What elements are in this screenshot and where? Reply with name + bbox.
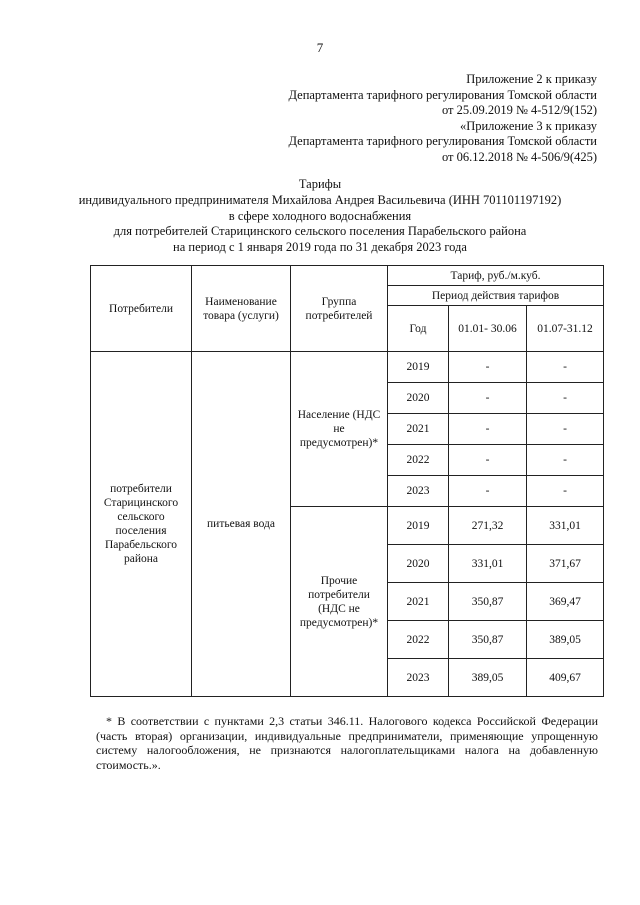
col-header-product: Наименование товара (услуги) xyxy=(192,266,291,352)
title-line: на период с 1 января 2019 года по 31 декабря 2023 года xyxy=(173,240,467,255)
tariff-cell: - xyxy=(449,445,527,476)
year-cell: 2019 xyxy=(388,507,449,545)
year-cell: 2022 xyxy=(388,621,449,659)
tariff-cell: - xyxy=(449,476,527,507)
tariff-cell: 331,01 xyxy=(449,545,527,583)
year-cell: 2022 xyxy=(388,445,449,476)
tariff-table xyxy=(90,265,604,697)
col-header-first-half: 01.01- 30.06 xyxy=(449,306,527,352)
title-line: индивидуального предпринимателя Михайлова Андрея Васильевича (ИНН 701101197192) xyxy=(78,192,562,207)
document-title xyxy=(40,177,600,256)
header-line: от 25.09.2019 № 4-512/9(152) xyxy=(441,103,597,118)
tariff-cell: - xyxy=(449,414,527,445)
col-header-year: Год xyxy=(388,306,449,352)
col-header-period: Период действия тарифов xyxy=(388,286,604,306)
header-line: от 06.12.2018 № 4-506/9(425) xyxy=(441,149,597,164)
tariff-cell: 271,32 xyxy=(449,507,527,545)
tariff-cell: - xyxy=(527,383,604,414)
year-cell: 2019 xyxy=(388,352,449,383)
year-cell: 2023 xyxy=(388,659,449,697)
tariff-cell: - xyxy=(449,383,527,414)
title-line: Тарифы xyxy=(298,177,342,191)
year-cell: 2020 xyxy=(388,383,449,414)
year-cell: 2021 xyxy=(388,414,449,445)
year-cell: 2020 xyxy=(388,545,449,583)
year-cell: 2021 xyxy=(388,583,449,621)
tariff-cell: - xyxy=(527,476,604,507)
year-cell: 2023 xyxy=(388,476,449,507)
tariff-cell: - xyxy=(527,352,604,383)
tariff-cell: - xyxy=(527,445,604,476)
col-header-second-half: 01.07-31.12 xyxy=(527,306,604,352)
tariff-cell: 369,47 xyxy=(527,583,604,621)
page-number: 7 xyxy=(316,40,324,55)
header-line: Департамента тарифного регулирования Томской области xyxy=(288,134,597,149)
order-header xyxy=(288,72,597,166)
consumer-cell: потребители Старицинского сельского поселения Парабельского района xyxy=(91,352,192,697)
header-line: «Приложение 3 к приказу xyxy=(459,118,597,133)
header-line: Приложение 2 к приказу xyxy=(466,72,597,86)
title-line: для потребителей Старицинского сельского поселения Парабельского района xyxy=(113,224,527,239)
col-header-tariff: Тариф, руб./м.куб. xyxy=(388,266,604,286)
title-line: в сфере холодного водоснабжения xyxy=(228,208,412,223)
col-header-group: Группа потребителей xyxy=(291,266,388,352)
tariff-cell: - xyxy=(527,414,604,445)
group-cell: Население (НДС не предусмотрен)* xyxy=(291,352,388,507)
tariff-cell: 389,05 xyxy=(449,659,527,697)
tariff-cell: 409,67 xyxy=(527,659,604,697)
tariff-cell: 371,67 xyxy=(527,545,604,583)
tariff-cell: 350,87 xyxy=(449,583,527,621)
header-line: Департамента тарифного регулирования Томской области xyxy=(288,87,597,102)
table-row xyxy=(91,352,604,383)
tariff-cell: 389,05 xyxy=(527,621,604,659)
tariff-cell: - xyxy=(449,352,527,383)
footnote: * В соответствии с пунктами 2,3 статьи 346.11. Налогового кодекса Российской Федерации (часть вторая) организации, индивидуальные предприниматели, применяющие упрощенную систему налогообложения, не признаются налогоплательщиками налога на добавленную стоимость.». xyxy=(96,714,598,772)
product-cell: питьевая вода xyxy=(192,352,291,697)
group-cell: Прочие потребители (НДС не предусмотрен)* xyxy=(291,507,388,697)
col-header-consumers: Потребители xyxy=(91,266,192,352)
tariff-cell: 350,87 xyxy=(449,621,527,659)
tariff-cell: 331,01 xyxy=(527,507,604,545)
